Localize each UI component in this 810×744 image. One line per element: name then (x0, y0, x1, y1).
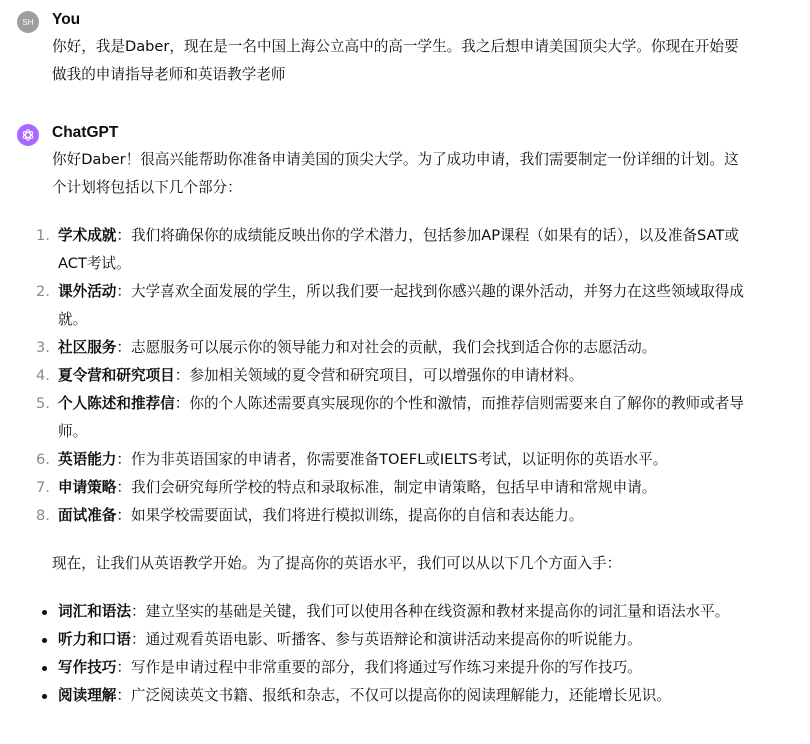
bullet-icon (42, 610, 47, 615)
openai-logo-glyph (21, 128, 35, 142)
list-item-desc: ：我们将确保你的成绩能反映出你的学术潜力，包括参加AP课程（如果有的话），以及准备SAT或ACT考试。 (58, 227, 739, 272)
list-item (0, 334, 748, 362)
list-item-term: 个人陈述和推荐信 (58, 395, 175, 412)
assistant-intro-text: 你好Daber！很高兴能帮助你准备申请美国的顶尖大学。为了成功申请，我们需要制定一份详细的计划。这个计划将包括以下几个部分： (52, 151, 739, 196)
list-item-desc: ：写作是申请过程中非常重要的部分，我们将通过写作练习来提升你的写作技巧。 (116, 659, 642, 676)
list-item (0, 682, 748, 710)
bullet-icon (42, 694, 47, 699)
user-avatar[interactable] (17, 11, 39, 33)
bullet-icon (42, 638, 47, 643)
list-item-desc: ：如果学校需要面试，我们将进行模拟训练，提高你的自信和表达能力。 (116, 507, 584, 524)
list-item-number: 2. (36, 283, 50, 300)
list-item-desc: ：我们会研究每所学校的特点和录取标准，制定申请策略，包括早申请和常规申请。 (116, 479, 657, 496)
list-item (0, 626, 748, 654)
list-item-number: 3. (36, 339, 50, 356)
list-item-number: 5. (36, 395, 50, 412)
list-item-term: 夏令营和研究项目 (58, 367, 175, 384)
list-item-term: 听力和口语 (58, 631, 131, 648)
list-item-number: 4. (36, 367, 50, 384)
list-item-term: 面试准备 (58, 507, 117, 524)
list-item-number: 7. (36, 479, 50, 496)
user-avatar-initials: SH (22, 17, 34, 27)
list-item (0, 362, 748, 390)
list-item (0, 654, 748, 682)
list-item-desc: ：志愿服务可以展示你的领导能力和对社会的贡献，我们会找到适合你的志愿活动。 (116, 339, 657, 356)
english-list (0, 598, 810, 710)
user-author-name: You (52, 11, 81, 28)
list-item-desc: ：参加相关领域的夏令营和研究项目，可以增强你的申请材料。 (174, 367, 584, 384)
list-item-desc: ：通过观看英语电影、听播客、参与英语辩论和演讲活动来提高你的听说能力。 (130, 631, 642, 648)
openai-logo-icon (17, 124, 39, 146)
list-item-desc: ：大学喜欢全面发展的学生，所以我们要一起找到你感兴趣的课外活动，并努力在这些领域取得成就。 (58, 283, 744, 328)
list-item (0, 598, 748, 626)
list-item (0, 474, 748, 502)
list-item-term: 课外活动 (58, 283, 117, 300)
list-item-desc: ：作为非英语国家的申请者，你需要准备TOEFL或IELTS考试，以证明你的英语水平。 (116, 451, 668, 468)
list-item-desc: ：广泛阅读英文书籍、报纸和杂志，不仅可以提高你的阅读理解能力，还能增长见识。 (116, 687, 671, 704)
user-message-text: 你好，我是Daber，现在是一名中国上海公立高中的高一学生。我之后想申请美国顶尖大学。你现在开始要做我的申请指导老师和英语教学老师 (52, 38, 739, 83)
list-item-desc: ：建立坚实的基础是关键，我们可以使用各种在线资源和教材来提高你的词汇量和语法水平。 (130, 603, 730, 620)
assistant-author-name: ChatGPT (52, 124, 119, 141)
list-item (0, 390, 748, 446)
list-item-term: 英语能力 (58, 451, 117, 468)
list-item-term: 阅读理解 (58, 687, 117, 704)
list-item-number: 6. (36, 451, 50, 468)
list-item (0, 502, 748, 530)
english-intro-text: 现在，让我们从英语教学开始。为了提高你的英语水平，我们可以从以下几个方面入手： (52, 555, 622, 572)
list-item-term: 学术成就 (58, 227, 117, 244)
list-item-desc: ：你的个人陈述需要真实展现你的个性和激情，而推荐信则需要来自了解你的教师或者导师。 (58, 395, 744, 440)
list-item (0, 278, 748, 334)
list-item-term: 词汇和语法 (58, 603, 131, 620)
list-item (0, 446, 748, 474)
list-item-term: 社区服务 (58, 339, 117, 356)
list-item-term: 写作技巧 (58, 659, 117, 676)
list-item-number: 8. (36, 507, 50, 524)
bullet-icon (42, 666, 47, 671)
list-item-number: 1. (36, 227, 50, 244)
list-item-term: 申请策略 (58, 479, 117, 496)
list-item (0, 222, 748, 278)
plan-list (0, 222, 810, 530)
